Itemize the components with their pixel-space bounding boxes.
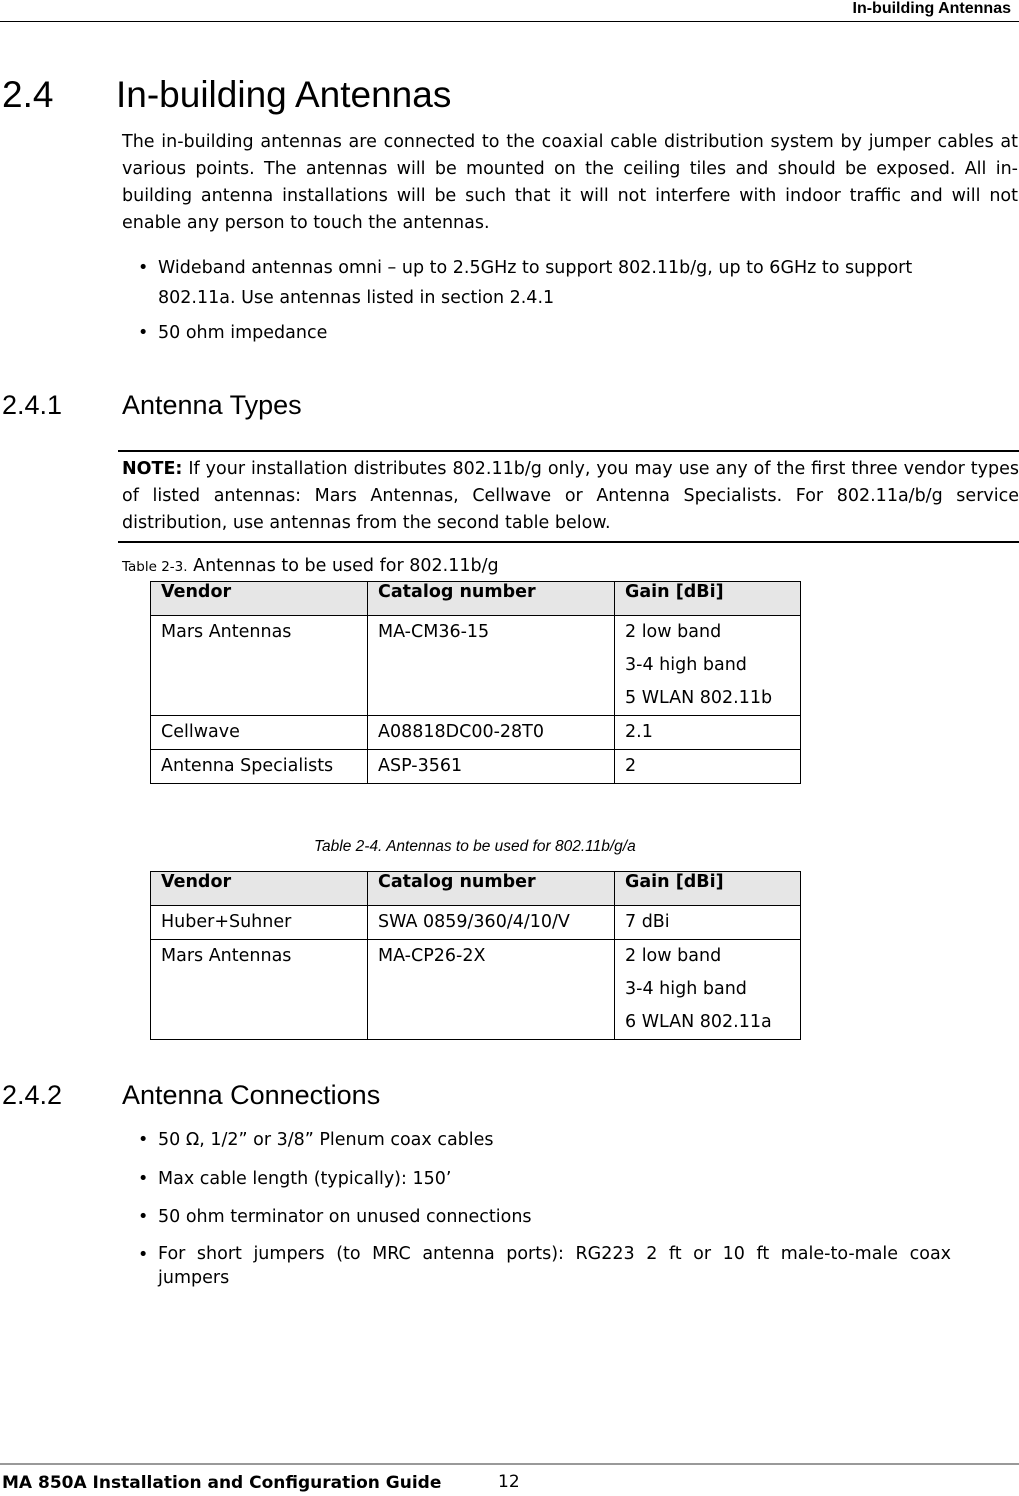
table-row [151, 716, 801, 750]
bullet-icon: • [138, 1207, 149, 1227]
list-item-text: Max cable length (typically): 150’ [158, 1169, 452, 1189]
header-vendor: Vendor [151, 872, 368, 906]
list-item-text: 50 ohm terminator on unused connections [158, 1207, 532, 1227]
subsection-number: 2.4.1 [2, 390, 63, 420]
cell-vendor: Mars Antennas [151, 616, 368, 716]
header-catalog: Catalog number [368, 582, 615, 616]
cell-vendor: Mars Antennas [151, 940, 368, 1040]
table-header-row [151, 872, 801, 906]
gain-line: 3-4 high band [625, 655, 747, 675]
list-item-text [158, 285, 988, 312]
table-header-row [151, 582, 801, 616]
gain-line: 2 low band [625, 946, 722, 966]
page-number: 12 [498, 1472, 520, 1492]
cell-catalog: MA-CP26-2X [368, 940, 615, 1040]
cell-gain: 7 dBi [615, 906, 801, 940]
antenna-table-bga [150, 871, 801, 1040]
table-caption-text: Antennas to be used for 802.11b/g [187, 556, 499, 576]
antenna-table-bg [150, 581, 801, 784]
list-item-text-line2: 802.11a. Use antennas listed in section 2.4.1 [158, 288, 555, 308]
header-catalog: Catalog number [368, 872, 615, 906]
list-item [138, 1127, 494, 1154]
cell-gain [615, 940, 801, 1040]
table-row [151, 940, 801, 1040]
subsection-title: Antenna Types [122, 390, 302, 420]
section-title: In-building Antennas [116, 74, 452, 115]
list-item-text: For short jumpers (to MRC antenna ports): RG223 2 ft or 10 ft male-to-male coax [158, 1244, 952, 1264]
bullet-icon: • [138, 1245, 149, 1265]
list-item [138, 1166, 452, 1193]
bullet-icon: • [138, 1169, 149, 1189]
cell-vendor: Cellwave [151, 716, 368, 750]
cell-catalog: SWA 0859/360/4/10/V [368, 906, 615, 940]
footer-rule [0, 1463, 1019, 1465]
running-header: In-building Antennas [852, 0, 1011, 17]
table-caption-prefix: Table 2-3. [122, 559, 188, 575]
intro-paragraph: The in-building antennas are connected to the coaxial cable distribution system by jumper cables at various points. The antennas will be mounted on the ceiling tiles and should be exposed. All in-building antenna installations will be such that it will not interfere with indoor traffic and will not enable any person to touch the antennas. [122, 132, 1018, 233]
subsection-heading [2, 1080, 380, 1111]
subsection-title: Antenna Connections [122, 1080, 381, 1110]
table-row [151, 616, 801, 716]
cell-gain: 2.1 [615, 716, 801, 750]
bullet-icon: • [138, 323, 149, 343]
footer-doc-title: MA 850A Installation and Configuration Guide [2, 1473, 442, 1493]
subsection-heading [2, 390, 302, 421]
list-item [138, 1242, 952, 1288]
gain-line: 5 WLAN 802.11b [625, 688, 773, 708]
table-caption: Table 2-4. Antennas to be used for 802.11b/g/a [314, 838, 636, 855]
table-caption [122, 556, 499, 576]
header-gain: Gain [dBi] [615, 582, 801, 616]
note-text: If your installation distributes 802.11b/g only, you may use any of the first three vendor types of listed antennas: Mars Antennas, Cellwave or Antenna Specialists. For 802.11a/b/g service distribution, use antennas from the second table below. [122, 459, 1019, 533]
bullet-icon: • [138, 258, 149, 278]
cell-gain [615, 616, 801, 716]
gain-line: 6 WLAN 802.11a [625, 1012, 772, 1032]
list-item [138, 320, 328, 347]
list-item-text: 50 Ω, 1/2” or 3/8” Plenum coax cables [158, 1130, 494, 1150]
table-row [151, 906, 801, 940]
gain-line: 2 low band [625, 622, 722, 642]
list-item [138, 255, 913, 308]
table-row [151, 750, 801, 784]
cell-catalog: ASP-3561 [368, 750, 615, 784]
cell-vendor: Antenna Specialists [151, 750, 368, 784]
list-item-text-line2: jumpers [158, 1268, 230, 1288]
header-rule [0, 21, 1019, 22]
cell-catalog: A08818DC00-28T0 [368, 716, 615, 750]
header-vendor: Vendor [151, 582, 368, 616]
cell-catalog: MA-CM36-15 [368, 616, 615, 716]
list-item-text: 50 ohm impedance [158, 323, 328, 343]
cell-vendor: Huber+Suhner [151, 906, 368, 940]
cell-gain: 2 [615, 750, 801, 784]
subsection-number: 2.4.2 [2, 1080, 63, 1110]
section-number: 2.4 [2, 74, 54, 115]
list-item [138, 1204, 532, 1231]
gain-line: 3-4 high band [625, 979, 747, 999]
note-label: NOTE: [122, 459, 183, 479]
header-gain: Gain [dBi] [615, 872, 801, 906]
section-heading [2, 74, 451, 116]
bullet-icon: • [138, 1130, 149, 1150]
note-box [118, 450, 1019, 543]
list-item-text: Wideband antennas omni – up to 2.5GHz to support 802.11b/g, up to 6GHz to support [158, 258, 913, 278]
